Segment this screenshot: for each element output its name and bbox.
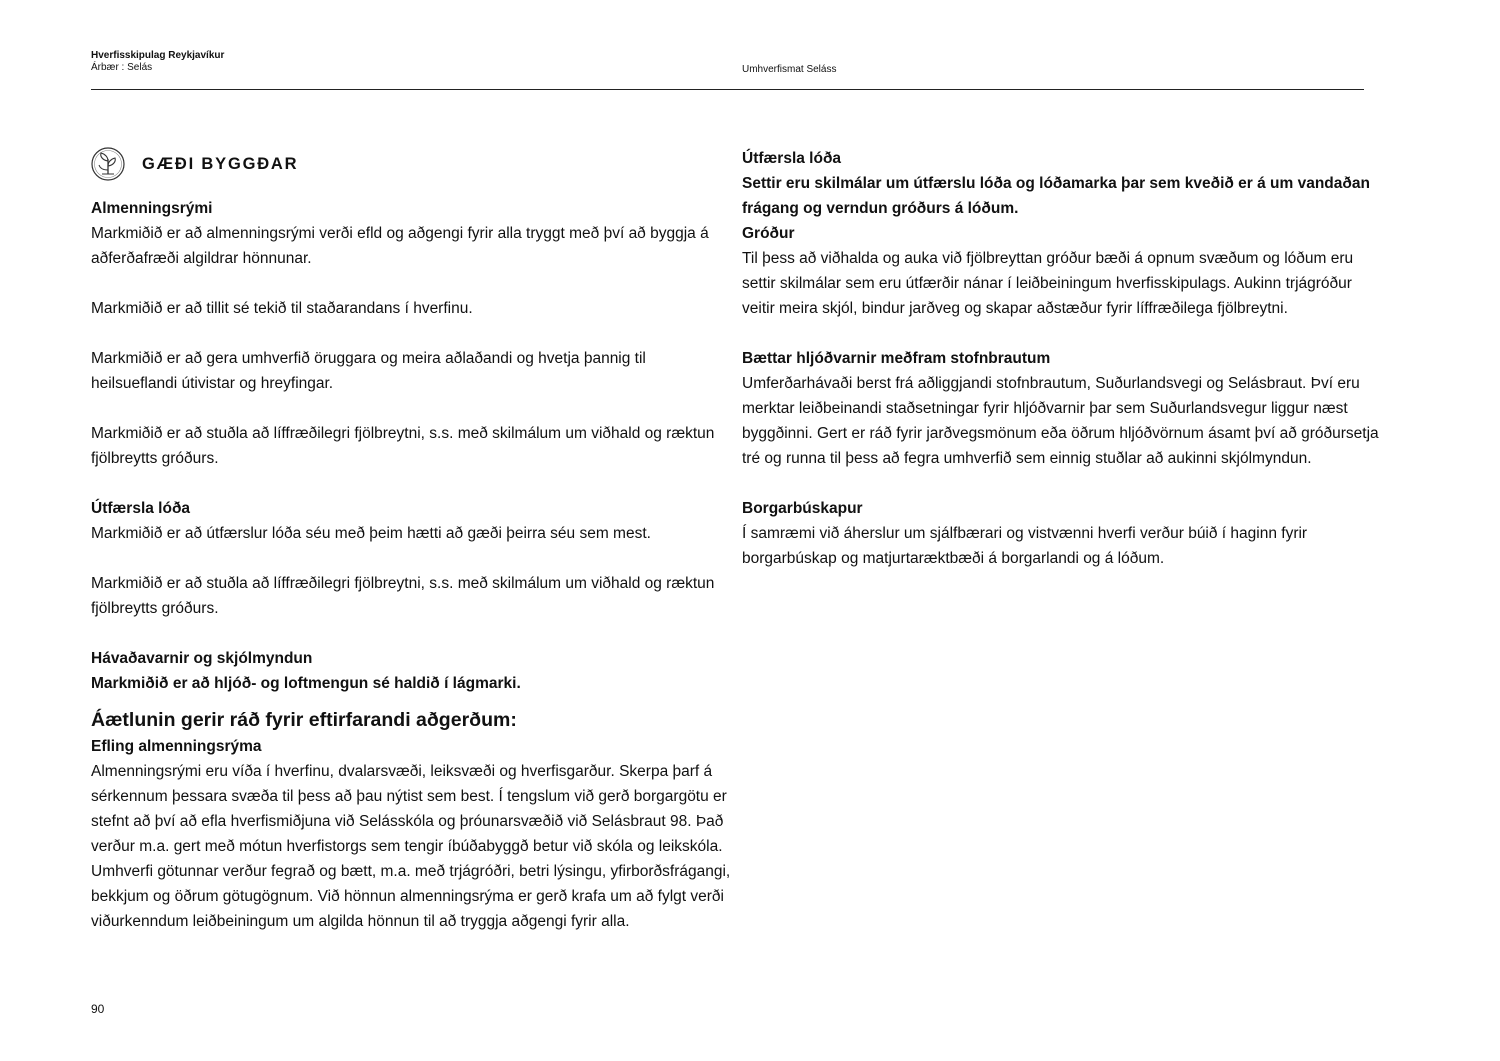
heading-utfaersla-loda-actions: Útfærsla lóða xyxy=(742,150,842,167)
header-area: Árbær : Selás xyxy=(91,62,153,73)
page-number: 90 xyxy=(91,1002,105,1016)
heading-utfaersla-loda: Útfærsla lóða xyxy=(91,500,191,517)
paragraph: Í samræmi við áherslur um sjálfbærari og vistvænni hverfi verður búið í haginn fyrir borgarbúskap og matjurtaræktbæði á borgarlandi og á lóðum. xyxy=(742,525,1308,567)
heading-efling-almenningsryma: Efling almenningsrýma xyxy=(91,738,262,755)
header-org: Hverfisskipulag Reykjavíkur xyxy=(91,50,225,61)
paragraph: Til þess að viðhalda og auka við fjölbreyttan gróður bæði á opnum svæðum og lóðum eru settir skilmálar sem eru útfærðir nánar í leiðbeiningum hverfisskipulags. Aukinn trjágróður veitir meira skjól, bindur jarðveg og skapar aðstæður fyrir líffræðilega fjölbreytni. xyxy=(742,250,1354,317)
paragraph: Markmiðið er að tillit sé tekið til staðarandans í hverfinu. xyxy=(91,300,473,317)
paragraph: Markmiðið er að stuðla að líffræðilegri fjölbreytni, s.s. með skilmálum um viðhald og ræktun fjölbreytts gróðurs. xyxy=(91,575,715,617)
heading-grodur: Gróður xyxy=(742,225,795,242)
paragraph: Markmiðið er að útfærslur lóða séu með þeim hætti að gæði þeirra séu sem mest. xyxy=(91,525,651,542)
heading-borgarbuskapur: Borgarbúskapur xyxy=(742,500,863,517)
left-column xyxy=(91,146,731,934)
section-heading: GÆÐI BYGGÐAR xyxy=(142,154,299,173)
heading-almenningsrymi: Almenningsrými xyxy=(91,200,213,217)
plant-leaf-icon xyxy=(91,147,125,181)
heading-havadavarnir: Hávaðavarnir og skjólmyndun xyxy=(91,650,313,667)
paragraph: Umferðarhávaði berst frá aðliggjandi stofnbrautum, Suðurlandsvegi og Selásbraut. Því eru merktar leiðbeinandi staðsetningar fyrir hljóðvarnir þar sem Suðurlandsvegur liggur næst byggðinni. Gert er ráð fyrir jarðvegsmönum eða öðrum hljóðvörnum ásamt því að gróðursetja tré og runna til þess að fegra umhverfið sem einnig stuðlar að aukinni skjólmyndun. xyxy=(742,375,1379,467)
header-rule xyxy=(91,89,1364,90)
right-column xyxy=(742,146,1382,571)
running-header xyxy=(91,50,224,74)
paragraph: Markmiðið er að almenningsrými verði efld og aðgengi fyrir alla tryggt með því að byggja á aðferðafræði algildrar hönnunar. xyxy=(91,225,709,267)
paragraph: Markmiðið er að gera umhverfið öruggara og meira aðlaðandi og hvetja þannig til heilsueflandi útivistar og hreyfingar. xyxy=(91,350,646,392)
paragraph: Almenningsrými eru víða í hverfinu, dvalarsvæði, leiksvæði og hverfisgarður. Skerpa þarf á sérkennum þessara svæða til þess að þau nýtist sem best. Í tengslum við gerð borgargötu er stefnt að því að efla hverfismiðjuna við Selásskóla og þróunarsvæðið við Selásbraut 98. Það verður m.a. gert með mótun hverfistorgs sem tengir íbúðabyggð betur við skóla og leikskóla. Umhverfi götunnar verður fegrað og bætt, m.a. með trjágróðri, betri lýsingu, yfirborðsfrágangi, bekkjum og öðrum götugögnum. Við hönnun almenningsrýma er gerð krafa um að fylgt verði viðurkenndum leiðbeiningum um algilda hönnun til að tryggja aðgengi fyrir alla. xyxy=(91,763,731,930)
heading-hljodvarnir: Bættar hljóðvarnir meðfram stofnbrautum xyxy=(742,350,1051,367)
header-doc-title: Umhverfismat Seláss xyxy=(742,64,837,75)
paragraph: Markmiðið er að stuðla að líffræðilegri fjölbreytni, s.s. með skilmálum um viðhald og ræktun fjölbreytts gróðurs. xyxy=(91,425,715,467)
section-title xyxy=(91,146,731,182)
paragraph-bold: Settir eru skilmálar um útfærslu lóða og lóðamarka þar sem kveðið er á um vandaðan frágang og verndun gróðurs á lóðum. xyxy=(742,175,1370,217)
plan-heading: Áætlunin gerir ráð fyrir eftirfarandi aðgerðum: xyxy=(91,709,517,731)
paragraph-bold: Markmiðið er að hljóð- og loftmengun sé haldið í lágmarki. xyxy=(91,675,521,692)
